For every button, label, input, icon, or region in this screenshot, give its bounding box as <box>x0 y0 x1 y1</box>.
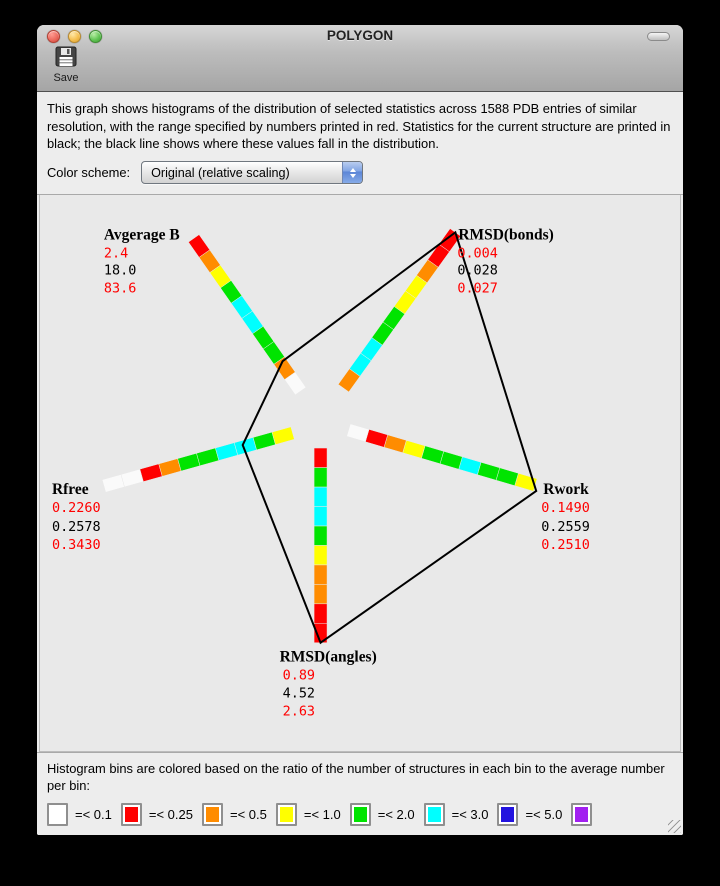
axis-max-value: 0.027 <box>457 280 498 297</box>
histogram-bin-cyan <box>314 506 327 525</box>
legend-swatch-green[interactable] <box>350 803 371 826</box>
histogram-bin-red <box>314 604 327 623</box>
toolbar <box>37 48 683 91</box>
axis-current-value: 0.2559 <box>541 518 590 535</box>
histogram-bin-orange <box>314 565 327 584</box>
axis-max-value: 0.3430 <box>51 536 101 553</box>
axis-min-value: 0.89 <box>282 667 316 684</box>
window-title: POLYGON <box>326 28 394 43</box>
legend-bin-label: =< 1.0 <box>303 806 341 822</box>
axis-label: RMSD(bonds) <box>458 226 554 244</box>
legend-bin-label: =< 0.25 <box>148 806 193 822</box>
histogram-bin-green <box>253 432 275 450</box>
legend-swatch-red[interactable] <box>121 803 142 826</box>
histogram-bin-cyan <box>314 487 327 506</box>
save-button-label: Save <box>53 72 79 84</box>
axis-min-value: 0.2260 <box>51 499 101 516</box>
color-scheme-label: Color scheme: <box>47 165 131 181</box>
axis-min-value: 0.004 <box>457 245 498 262</box>
legend-swatch-yellow[interactable] <box>276 803 297 826</box>
legend-swatch-cyan[interactable] <box>424 803 445 826</box>
histogram-bin-green <box>496 468 518 486</box>
axis-label: Avgerage B <box>103 226 180 244</box>
axis-max-value: 83.6 <box>103 280 137 297</box>
histogram-bin-green <box>421 446 443 464</box>
axis-current-value: 4.52 <box>282 685 316 702</box>
legend-swatch-purple[interactable] <box>571 803 592 826</box>
polygon-window <box>37 25 683 828</box>
histogram-bin-cyan <box>215 443 237 461</box>
histogram-bin-red <box>365 429 387 447</box>
plot-panel <box>39 195 681 752</box>
color-scheme-selected: Original (relative scaling) <box>151 165 290 180</box>
description-panel <box>37 92 683 195</box>
histogram-bin-yellow <box>314 545 327 564</box>
histogram-bin-green <box>178 453 200 471</box>
polygon-plot <box>40 195 680 751</box>
histogram-bin-orange <box>159 459 181 477</box>
histogram-bin-white <box>121 469 143 487</box>
histogram-bin-orange <box>314 584 327 603</box>
histogram-bin-yellow <box>403 440 425 458</box>
histogram-bin-yellow <box>272 427 294 445</box>
titlebar[interactable] <box>37 25 683 48</box>
resize-grip[interactable] <box>668 820 681 833</box>
axis-label: Rfree <box>51 480 89 498</box>
popup-arrows-icon <box>342 162 362 183</box>
histogram-bin-red <box>140 464 162 482</box>
axis-current-value: 0.2578 <box>51 518 101 535</box>
legend-panel <box>37 752 683 835</box>
axis-current-value: 0.028 <box>457 262 498 279</box>
color-scheme-row <box>47 161 673 184</box>
legend-swatch-orange[interactable] <box>202 803 223 826</box>
axis-current-value: 18.0 <box>103 262 137 279</box>
toolbar-toggle-button[interactable] <box>647 32 670 41</box>
save-floppy-icon <box>46 46 86 71</box>
histogram-bin-orange <box>384 435 406 453</box>
save-button[interactable] <box>46 46 86 84</box>
legend-bin-label: =< 0.5 <box>229 806 267 822</box>
legend-text: Histogram bins are colored based on the ratio of the number of structures in each bin to the average number per bin: <box>47 761 665 794</box>
legend-swatch-white[interactable] <box>47 803 68 826</box>
legend-bin-label: =< 5.0 <box>525 806 563 822</box>
axis-min-value: 2.4 <box>103 245 129 262</box>
color-scheme-popup[interactable] <box>141 161 363 184</box>
histogram-bin-cyan <box>459 457 481 475</box>
axis-label: RMSD(angles) <box>279 648 377 666</box>
axis-max-value: 2.63 <box>282 703 316 720</box>
histogram-bin-green <box>440 451 462 469</box>
legend-bin-label: =< 0.1 <box>75 806 112 822</box>
histogram-bin-white <box>347 424 369 442</box>
legend-bin-label: =< 2.0 <box>377 806 415 822</box>
histogram-bin-green <box>314 468 327 487</box>
axis-min-value: 0.1490 <box>541 499 590 516</box>
axis-label: Rwork <box>543 480 589 498</box>
legend-bin-label: =< 3.0 <box>451 806 489 822</box>
histogram-bin-red <box>314 448 327 467</box>
histogram-bin-green <box>314 526 327 545</box>
histogram-bin-green <box>197 448 219 466</box>
window-content <box>37 92 683 835</box>
description-text: This graph shows histograms of the distribution of selected statistics across 1588 PDB entries of similar resolution, with the range specified by numbers printed in red. Statistics for the current structure are printed in black; the black line shows where these values fall in the distribution. <box>47 101 671 152</box>
legend-swatch-blue[interactable] <box>497 803 518 826</box>
legend-row <box>47 803 673 826</box>
histogram-bin-green <box>477 462 499 480</box>
histogram-bin-white <box>102 474 124 492</box>
window-chrome <box>37 25 683 92</box>
axis-max-value: 0.2510 <box>541 536 590 553</box>
